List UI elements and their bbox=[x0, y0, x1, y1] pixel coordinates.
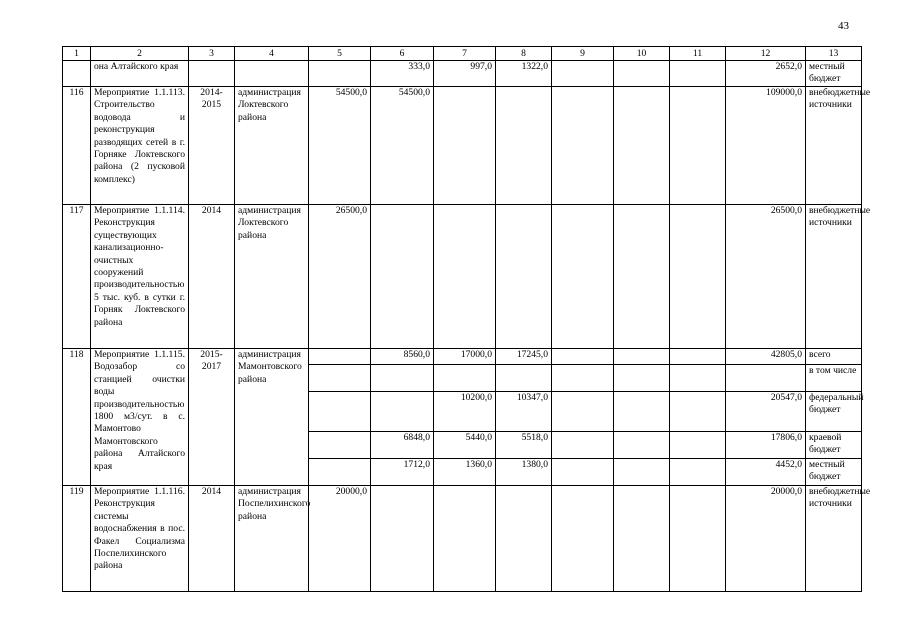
cell-col6 bbox=[371, 205, 434, 349]
header-cell: 6 bbox=[371, 47, 434, 61]
cell-col8: 5518,0 bbox=[496, 432, 552, 459]
cell-col11 bbox=[670, 349, 726, 365]
cell-col7: 17000,0 bbox=[434, 349, 496, 365]
cell-col5 bbox=[309, 459, 371, 486]
cell-col6: 333,0 bbox=[371, 61, 434, 87]
cell-total: 20000,0 bbox=[726, 486, 806, 592]
cell-col11 bbox=[670, 392, 726, 432]
table-row bbox=[63, 87, 862, 205]
cell-source: внебюджетные источники bbox=[806, 87, 862, 205]
row-years: 2014 bbox=[189, 205, 235, 349]
row-number: 119 bbox=[63, 486, 91, 592]
row-years bbox=[189, 61, 235, 87]
cell-total: 17806,0 bbox=[726, 432, 806, 459]
cell-col8 bbox=[496, 486, 552, 592]
cell-col11 bbox=[670, 432, 726, 459]
cell-col9 bbox=[552, 61, 614, 87]
cell-col7 bbox=[434, 87, 496, 205]
cell-col10 bbox=[614, 486, 670, 592]
cell-col5: 20000,0 bbox=[309, 486, 371, 592]
header-cell: 1 bbox=[63, 47, 91, 61]
cell-col10 bbox=[614, 392, 670, 432]
cell-col7: 1360,0 bbox=[434, 459, 496, 486]
cell-total bbox=[726, 365, 806, 392]
cell-total: 4452,0 bbox=[726, 459, 806, 486]
table-row bbox=[63, 486, 862, 592]
cell-col9 bbox=[552, 349, 614, 365]
cell-col5 bbox=[309, 349, 371, 365]
cell-col7: 10200,0 bbox=[434, 392, 496, 432]
program-table bbox=[62, 46, 871, 592]
cell-col8 bbox=[496, 87, 552, 205]
cell-col6: 6848,0 bbox=[371, 432, 434, 459]
cell-col11 bbox=[670, 486, 726, 592]
cell-col5: 26500,0 bbox=[309, 205, 371, 349]
cell-col10 bbox=[614, 87, 670, 205]
cell-col6: 54500,0 bbox=[371, 87, 434, 205]
cell-source: внебюджетные источники bbox=[806, 205, 862, 349]
row-number: 116 bbox=[63, 87, 91, 205]
cell-col6: 1712,0 bbox=[371, 459, 434, 486]
cell-total: 20547,0 bbox=[726, 392, 806, 432]
header-cell: 4 bbox=[235, 47, 309, 61]
cell-col5 bbox=[309, 392, 371, 432]
cell-col9 bbox=[552, 459, 614, 486]
cell-total: 109000,0 bbox=[726, 87, 806, 205]
header-cell: 10 bbox=[614, 47, 670, 61]
cell-col9 bbox=[552, 392, 614, 432]
table-row bbox=[63, 205, 862, 349]
cell-source: краевой бюджет bbox=[806, 432, 862, 459]
cell-col8: 10347,0 bbox=[496, 392, 552, 432]
cell-col10 bbox=[614, 205, 670, 349]
row-description: она Алтайского края bbox=[91, 61, 189, 87]
cell-col6 bbox=[371, 392, 434, 432]
cell-total: 2652,0 bbox=[726, 61, 806, 87]
cell-source: местный бюджет bbox=[806, 459, 862, 486]
cell-source: в том числе bbox=[806, 365, 862, 392]
header-cell: 12 bbox=[726, 47, 806, 61]
cell-col11 bbox=[670, 87, 726, 205]
cell-col11 bbox=[670, 365, 726, 392]
row-years: 2015-2017 bbox=[189, 349, 235, 486]
cell-col7 bbox=[434, 205, 496, 349]
header-cell: 8 bbox=[496, 47, 552, 61]
cell-col11 bbox=[670, 205, 726, 349]
cell-col5 bbox=[309, 432, 371, 459]
cell-col7 bbox=[434, 486, 496, 592]
cell-col8: 1380,0 bbox=[496, 459, 552, 486]
header-cell: 9 bbox=[552, 47, 614, 61]
cell-col9 bbox=[552, 432, 614, 459]
cell-col7: 997,0 bbox=[434, 61, 496, 87]
cell-col10 bbox=[614, 432, 670, 459]
cell-col5 bbox=[309, 365, 371, 392]
row-description: Мероприятие 1.1.115. Водозабор со станцией очистки воды производительностью 1800 м3/сут. в с. Мамонтово Мамонтовского района Алтайского края bbox=[91, 349, 189, 486]
cell-source: всего bbox=[806, 349, 862, 365]
header-cell: 3 bbox=[189, 47, 235, 61]
header-cell: 2 bbox=[91, 47, 189, 61]
row-number: 117 bbox=[63, 205, 91, 349]
row-description: Мероприятие 1.1.114. Реконструкция существующих канализационно-очистных сооружений производительностью 5 тыс. куб. в сутки г. Горняк Локтевского района bbox=[91, 205, 189, 349]
cell-total: 42805,0 bbox=[726, 349, 806, 365]
header-cell: 13 bbox=[806, 47, 862, 61]
cell-col10 bbox=[614, 349, 670, 365]
row-description: Мероприятие 1.1.116. Реконструкция системы водоснабжения в пос. Факел Социализма Поспелихинского района bbox=[91, 486, 189, 592]
cell-col5 bbox=[309, 61, 371, 87]
row-description: Мероприятие 1.1.113. Строительство водовода и реконструкция разводящих сетей в г. Горняке Локтевского района (2 пусковой комплекс) bbox=[91, 87, 189, 205]
row-number: 118 bbox=[63, 349, 91, 486]
cell-col7: 5440,0 bbox=[434, 432, 496, 459]
row-executor bbox=[235, 61, 309, 87]
cell-col7 bbox=[434, 365, 496, 392]
row-years: 2014-2015 bbox=[189, 87, 235, 205]
cell-col8: 1322,0 bbox=[496, 61, 552, 87]
table-row bbox=[63, 61, 862, 87]
cell-col5: 54500,0 bbox=[309, 87, 371, 205]
row-years: 2014 bbox=[189, 486, 235, 592]
header-row bbox=[63, 47, 862, 61]
cell-total: 26500,0 bbox=[726, 205, 806, 349]
cell-col6 bbox=[371, 365, 434, 392]
header-cell: 7 bbox=[434, 47, 496, 61]
cell-col9 bbox=[552, 486, 614, 592]
page-number: 43 bbox=[838, 20, 849, 32]
row-number bbox=[63, 61, 91, 87]
header-cell: 5 bbox=[309, 47, 371, 61]
cell-col8 bbox=[496, 365, 552, 392]
cell-source: внебюджетные источники bbox=[806, 486, 862, 592]
row-executor: администрация Локтевского района bbox=[235, 205, 309, 349]
cell-col9 bbox=[552, 205, 614, 349]
header-cell: 11 bbox=[670, 47, 726, 61]
cell-col9 bbox=[552, 87, 614, 205]
table-row bbox=[63, 349, 862, 365]
row-executor: администрация Мамонтовского района bbox=[235, 349, 309, 486]
cell-col10 bbox=[614, 459, 670, 486]
cell-col11 bbox=[670, 459, 726, 486]
cell-source: федеральный бюджет bbox=[806, 392, 862, 432]
cell-col9 bbox=[552, 365, 614, 392]
cell-col6 bbox=[371, 486, 434, 592]
cell-col6: 8560,0 bbox=[371, 349, 434, 365]
row-executor: администрация Поспелихинского района bbox=[235, 486, 309, 592]
cell-col8 bbox=[496, 205, 552, 349]
row-executor: администрация Локтевского района bbox=[235, 87, 309, 205]
cell-col8: 17245,0 bbox=[496, 349, 552, 365]
cell-col10 bbox=[614, 365, 670, 392]
cell-col11 bbox=[670, 61, 726, 87]
cell-source: местный бюджет bbox=[806, 61, 862, 87]
cell-col10 bbox=[614, 61, 670, 87]
